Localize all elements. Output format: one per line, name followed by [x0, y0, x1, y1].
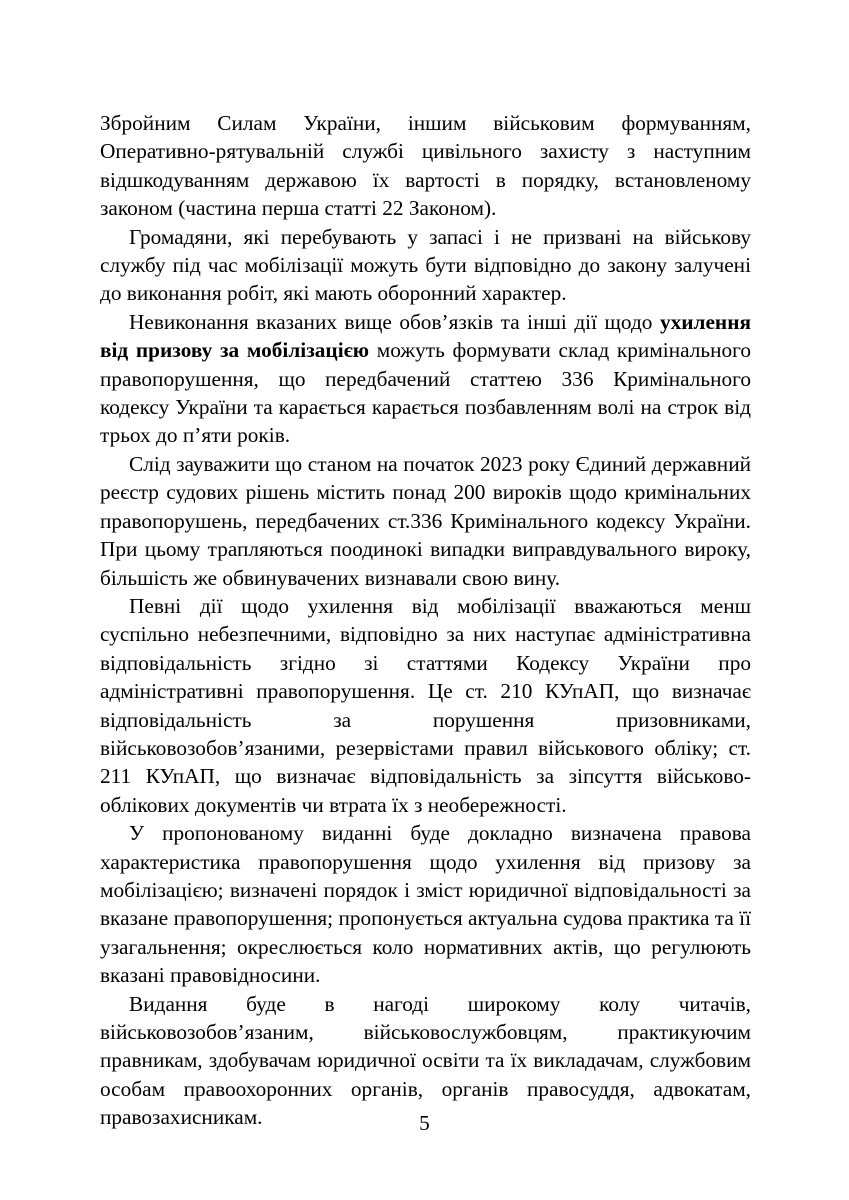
- paragraph-edition-content: У пропонованому виданні буде докладно визначена правова характеристика правопорушення щодо ухилення від призову за мобілізацією; визначені порядок і зміст юридичної відповідальності за вказане правопорушення; пропонується актуальна судова практика та її узагальнення; окреслюється коло нормативних актів, що регулюють вказані правовідносини.: [100, 821, 751, 988]
- page-body: [100, 109, 751, 1132]
- paragraph-criminal-liability-rest: можуть формувати склад кримінального правопорушення, що передбачений статтею 336 Кримінального кодексу України та карається карається позбавленням волі на строк від трьох до п’яти років.: [100, 338, 751, 448]
- paragraph-criminal-liability-lead: Невиконання вказаних вище обов’язків та інші дії щодо: [129, 309, 660, 334]
- paragraph-continuation: Збройним Силам України, іншим військовим формуванням, Оперативно-рятувальній службі цивільного захисту з наступним відшкодуванням державою їх вартості в порядку, встановленому законом (частина перша статті 22 Законом).: [100, 111, 751, 221]
- paragraph-audience: Видання буде в нагоді широкому колу читачів, військовозобов’язаним, військовослужбовцям, практикуючим правникам, здобувачам юридичної освіти та їх викладачам, службовим особам правоохоронних органів, органів правосуддя, адвокатам, правозахисникам.: [100, 991, 751, 1130]
- page-number: 5: [419, 1111, 430, 1135]
- paragraph-criminal-liability: [100, 308, 751, 450]
- emphasis-evasion-mobilization: ухилення від призову за мобілізацією: [100, 309, 751, 363]
- paragraph-court-registry: Слід зауважити що станом на початок 2023 року Єдиний державний реєстр судових рішень містить понад 200 вироків щодо кримінальних правопорушень, передбачених ст.336 Кримінального кодексу України. При цьому трапляються поодинокі випадки виправдувального вироку, більшість же обвинувачених визнавали свою вину.: [100, 451, 751, 590]
- paragraph-reserve-citizens: Громадяни, які перебувають у запасі і не призвані на військову службу під час мобілізації можуть бути відповідно до закону залучені до виконання робіт, які мають оборонний характер.: [100, 224, 751, 306]
- paragraph-administrative-liability: Певні дії щодо ухилення від мобілізації вважаються менш суспільно небезпечними, відповідно за них наступає адміністративна відповідальність згідно зі статтями Кодексу України про адміністративні правопорушення. Це ст. 210 КУпАП, що визначає відповідальність за порушення призовниками, військовозобов’язаними, резервістами правил військового обліку; ст. 211 КУпАП, що визначає відповідальність за зіпсуття військово-облікових документів чи втрата їх з необережності.: [100, 593, 751, 817]
